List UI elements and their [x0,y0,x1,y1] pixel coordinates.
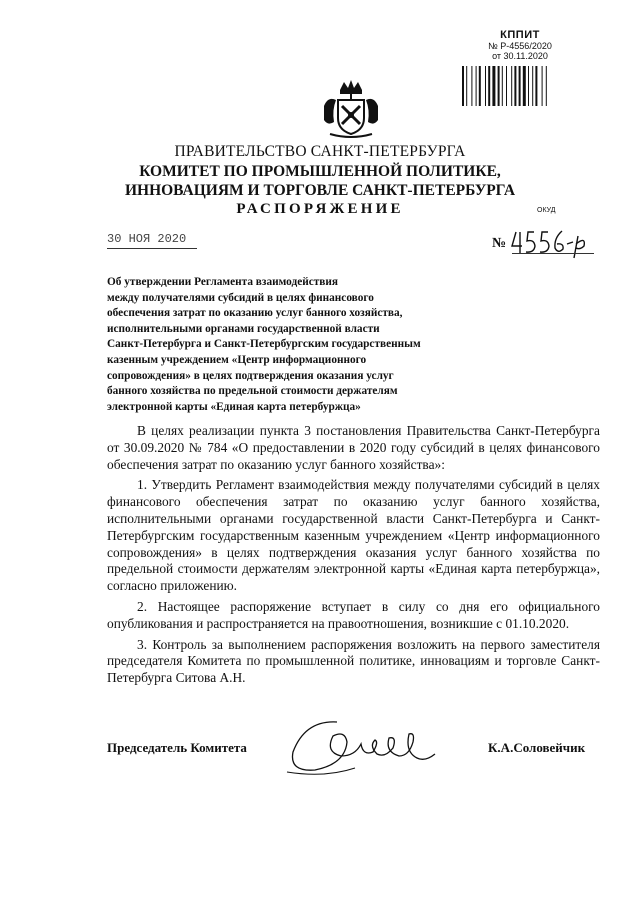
document-type: РАСПОРЯЖЕНИЕ [236,201,404,217]
document-body [107,423,600,687]
body-item-2: 2. Настоящее распоряжение вступает в силу со дня его официального опубликования и распространяется на правоотношения, возникшие с 01.10.2020. [107,598,600,631]
committee-line-1: КОМИТЕТ ПО ПРОМЫШЛЕННОЙ ПОЛИТИКЕ, [139,163,501,180]
number-label: № [492,236,507,251]
barcode-bar [532,66,533,106]
barcode-bar [485,66,486,106]
barcode-bar [511,66,512,106]
signatory-name: К.А.Соловейчик [488,740,586,755]
government-title: ПРАВИТЕЛЬСТВО САНКТ-ПЕТЕРБУРГА [174,143,466,160]
signatory-position: Председатель Комитета [107,740,247,755]
committee-title [0,162,640,200]
handwritten-signature [285,712,445,782]
document-date: 30 НОЯ 2020 [107,232,197,249]
barcode-bar [488,66,490,106]
barcode-icon [462,66,562,106]
registration-stamp [470,30,570,61]
committee-line-2: ИННОВАЦИЯМ И ТОРГОВЛЕ САНКТ-ПЕТЕРБУРГА [124,182,516,199]
barcode-bar [535,66,537,106]
stamp-date: от 30.11.2020 [492,51,548,61]
barcode-bar [479,66,481,106]
barcode-bar [462,66,464,106]
barcode-bar [492,66,495,106]
body-intro: В целях реализации пункта 3 постановления Правительства Санкт-Петербурга от 30.09.2020 № 784 «О предоставлении в 2020 году субсидий в целях финансового обеспечения затрат по оказанию услуг банного хозяйства»: [107,423,600,472]
subject-line: банного хозяйства по предельной стоимости держателям [107,385,398,398]
subject-line: исполнительными органами государственной власти [107,322,380,335]
barcode-bar [476,66,477,106]
subject-line: электронной карты «Единая карта петербуржца» [107,400,361,413]
barcode-bar [519,66,521,106]
subject-line: Об утверждении Регламента взаимодействия [107,276,339,288]
barcode-bar [498,66,500,106]
barcode-bar [466,66,467,106]
document-subject [107,275,447,415]
subject-line: сопровождения» в целях подтверждения оказания услуг [107,369,394,382]
body-item-3: 3. Контроль за выполнением распоряжения возложить на первого заместителя председателя Комитета по промышленной политике, инновациям и торговле Санкт-Петербурга Ситова А.Н. [107,636,600,686]
barcode-bar [542,66,543,106]
subject-line: обеспечения затрат по оказанию услуг банного хозяйства, [107,307,403,320]
subject-line: между получателями субсидий в целях финансового [107,291,374,304]
stamp-org: КППИТ [500,29,540,41]
handwritten-number [510,224,592,260]
coat-of-arms-icon [318,76,384,142]
body-item-1: 1. Утвердить Регламент взаимодействия между получателями субсидий в целях финансового обеспечения затрат по оказанию услуг банного хозяйства, исполнительными органами государственной власти Санкт-Петербурга и Санкт-Петербургским государственным казенным учреждением «Центр информационного сопровождения» в целях подтверждения оказания услуг банного хозяйства по предельной стоимости держателям электронной карты «Единая карта петербуржца», согласно приложению. [107,477,600,594]
barcode-bar [502,66,503,106]
barcode-bar [514,66,516,106]
subject-line: Санкт-Петербурга и Санкт-Петербургским государственным [107,338,421,351]
stamp-number: № Р-4556/2020 [488,41,552,51]
okud-label: ОКУД [537,207,556,214]
barcode-bar [523,66,526,106]
barcode-bar [471,66,472,106]
barcode-bar [546,66,547,106]
subject-line: казенным учреждением «Центр информационного [107,353,367,366]
number-underline [512,253,594,254]
barcode-bar [528,66,529,106]
barcode-bar [506,66,507,106]
